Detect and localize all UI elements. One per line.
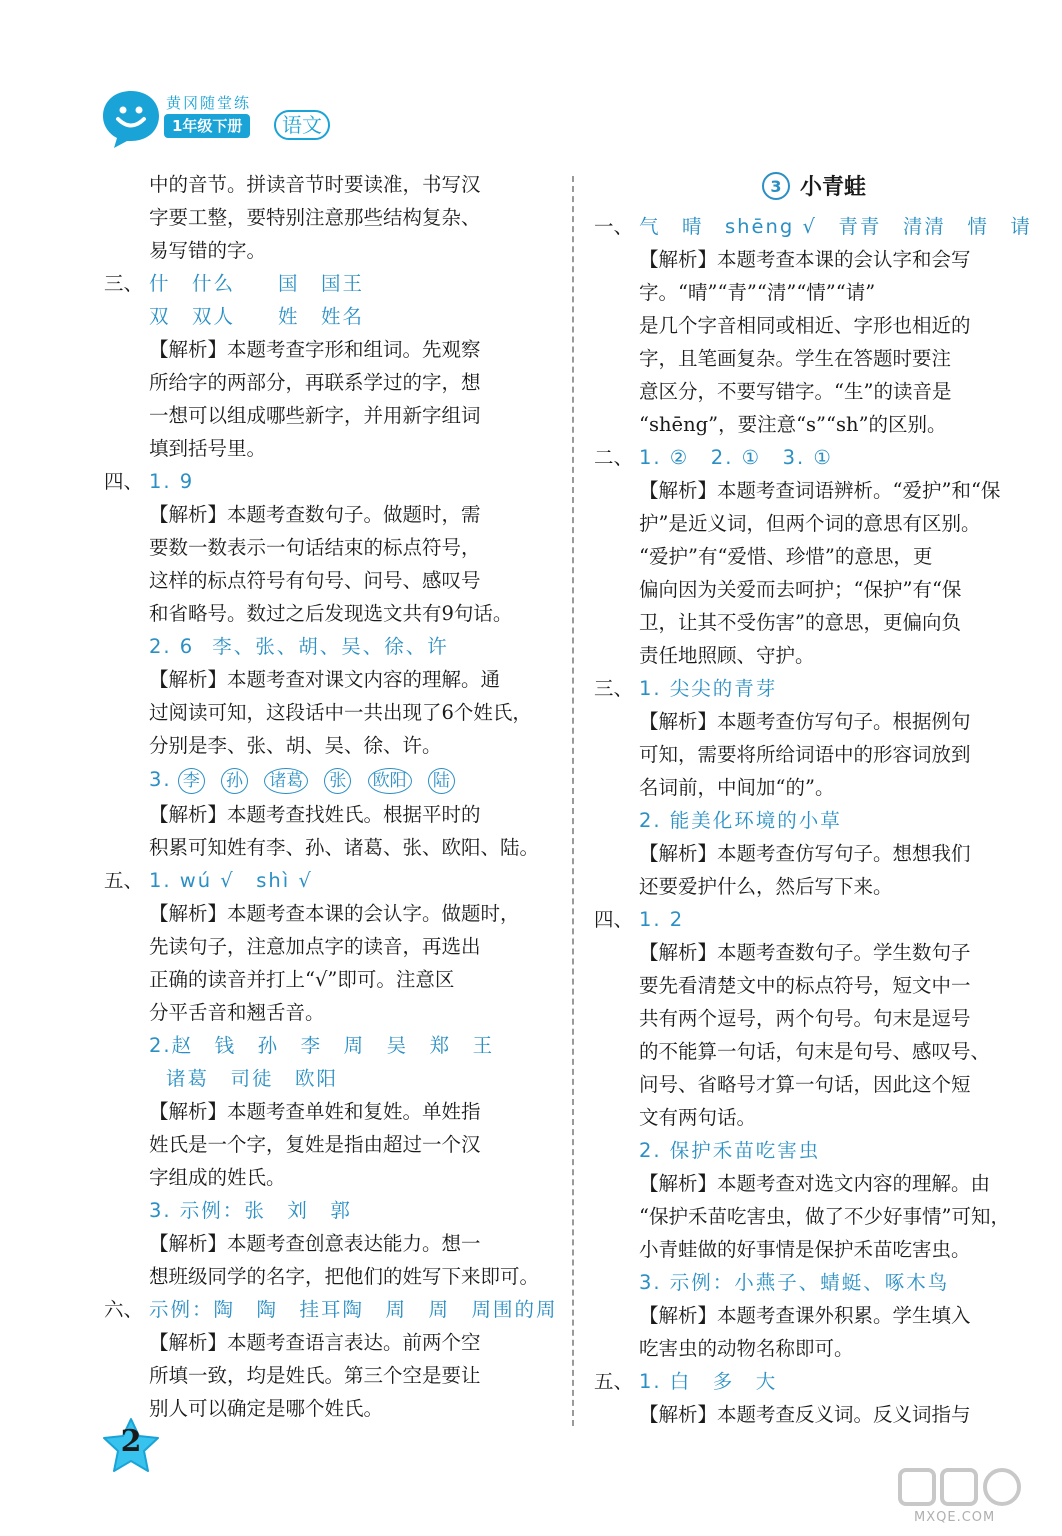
answer-line — [104, 864, 556, 897]
explanation: 先读句子，注意加点字的读音，再选出 — [149, 935, 481, 958]
answer-line — [594, 672, 1034, 705]
grade-label: 1年级下册 — [164, 114, 250, 138]
explanation: 是几个字音相同或相近、字形也相近的 — [639, 314, 971, 337]
watermark-text: MXQE.COM — [914, 1510, 996, 1525]
explanation: 【解析】本题考查课外积累。学生填入 — [639, 1304, 971, 1327]
answer-line — [104, 1062, 556, 1095]
explanation: 小青蛙做的好事情是保护禾苗吃害虫。 — [639, 1238, 971, 1261]
explanation: 想班级同学的名字，把他们的姓写下来即可。 — [149, 1265, 540, 1288]
answer-prefix: 2. 6 — [149, 635, 195, 658]
section-number: 五、 — [594, 1370, 634, 1393]
answer-text: 1. ② 2. ① 3. ① — [639, 446, 833, 469]
answer-line — [104, 1293, 556, 1326]
answer-text: 赵 钱 孙 李 周 吴 郑 王 — [171, 1034, 495, 1057]
explanation: 【解析】本题考查语言表达。前两个空 — [149, 1331, 481, 1354]
answer-text: 诸葛 司徒 欧阳 — [166, 1067, 339, 1090]
explanation: 的不能算一句话，句末是句号、感叹号、 — [639, 1040, 991, 1063]
section-number: 三、 — [104, 272, 144, 295]
answer-line — [594, 804, 1034, 837]
explanation: 【解析】本题考查词语辨析。“爱护”和“保 — [639, 479, 1001, 502]
right-column — [594, 168, 1034, 1431]
explanation: 吃害虫的动物名称即可。 — [639, 1337, 854, 1360]
section-number: 一、 — [594, 215, 634, 238]
explanation: 字。“晴”“青”“清”“情”“请” — [639, 281, 876, 304]
answer-line — [104, 465, 556, 498]
explanation: 责任地照顾、守护。 — [639, 644, 815, 667]
book-header — [100, 88, 360, 158]
explanation: 字，且笔画复杂。学生在答题时要注 — [639, 347, 952, 370]
section-number: 三、 — [594, 677, 634, 700]
explanation: “shēng”，要注意“s”“sh”的区别。 — [639, 413, 947, 436]
explanation: 积累可知姓有李、孙、诸葛、张、欧阳、陆。 — [149, 836, 540, 859]
explanation: 意区分，不要写错字。“生”的读音是 — [639, 380, 952, 403]
section-number: 五、 — [104, 869, 144, 892]
explanation: 【解析】本题考查数句子。做题时，需 — [149, 503, 481, 526]
answer-line — [104, 630, 556, 663]
circled-answer: 孙 — [221, 768, 248, 794]
explanation: 所填一致，均是姓氏。第三个空是要让 — [149, 1364, 481, 1387]
explanation: 正确的读音并打上“√”即可。注意区 — [149, 968, 455, 991]
circled-answer: 陆 — [428, 768, 455, 794]
answer-prefix: 3. 示例： — [149, 1199, 245, 1222]
page-number: 2 — [120, 1424, 142, 1459]
answer-line — [594, 1365, 1034, 1398]
explanation: 【解析】本题考查创意表达能力。想一 — [149, 1232, 481, 1255]
explanation: 共有两个逗号，两个句号。句末是逗号 — [639, 1007, 971, 1030]
explanation: 【解析】本题考查字形和组词。先观察 — [149, 338, 481, 361]
explanation: 要数一数表示一句话结束的标点符号， — [149, 536, 481, 559]
circled-answer: 诸葛 — [264, 768, 308, 794]
explanation: 和省略号。数过之后发现选文共有9句话。 — [149, 602, 513, 625]
left-column — [104, 168, 556, 1425]
answer-prefix: 3. — [149, 768, 172, 791]
explanation: 偏向因为关爱而去呵护；“保护”有“保 — [639, 578, 962, 601]
explanation: 字组成的姓氏。 — [149, 1166, 286, 1189]
answer-line — [104, 762, 556, 798]
answer-text: 陶 陶 挂耳陶 周 周 周围的周 — [213, 1298, 558, 1321]
answer-line — [594, 441, 1034, 474]
explanation: 【解析】本题考查本课的会认字。做题时， — [149, 902, 520, 925]
explanation: 【解析】本题考查仿写句子。根据例句 — [639, 710, 971, 733]
answer-text: 1. 2 — [639, 908, 685, 931]
explanation: 可知，需要将所给词语中的形容词放到 — [639, 743, 971, 766]
answer-text: 1. 9 — [149, 470, 195, 493]
answer-text: 3. 示例：小燕子、蜻蜓、啄木鸟 — [639, 1271, 950, 1294]
section-number: 四、 — [594, 908, 634, 931]
answer-line — [104, 1194, 556, 1227]
explanation: 【解析】本题考查单姓和复姓。单姓指 — [149, 1100, 481, 1123]
answer-text: 李、张、胡、吴、徐、许 — [212, 635, 449, 658]
subject-label: 语文 — [274, 110, 330, 140]
section-number: 四、 — [104, 470, 144, 493]
circled-answer: 欧阳 — [368, 768, 412, 794]
answer-text: 2. 能美化环境的小草 — [639, 809, 842, 832]
lesson-number: 3 — [762, 172, 790, 200]
explanation: “爱护”有“爱惜、珍惜”的意思，更 — [639, 545, 933, 568]
explanation: “保护禾苗吃害虫，做了不少好事情”可知， — [639, 1205, 1010, 1228]
explanation: 要先看清楚文中的标点符号，短文中一 — [639, 974, 971, 997]
explanation: 姓氏是一个字，复姓是指由超过一个汉 — [149, 1133, 481, 1156]
explanation: 还要爱护什么，然后写下来。 — [639, 875, 893, 898]
explanation: 问号、省略号才算一句话，因此这个短 — [639, 1073, 971, 1096]
answer-text: 1. 尖尖的青芽 — [639, 677, 778, 700]
explanation: 【解析】本题考查反义词。反义词指与 — [639, 1403, 971, 1426]
answer-text: 双 双人 姓 姓名 — [149, 305, 365, 328]
explanation: 【解析】本题考查找姓氏。根据平时的 — [149, 803, 481, 826]
answer-text: 张 刘 郭 — [244, 1199, 352, 1222]
section-number: 六、 — [104, 1298, 144, 1321]
explanation: 一想可以组成哪些新字，并用新字组词 — [149, 404, 481, 427]
explanation: 分别是李、张、胡、吴、徐、许。 — [149, 734, 442, 757]
explanation: 分平舌音和翘舌音。 — [149, 1001, 325, 1024]
explanation: 过阅读可知，这段话中一共出现了6个姓氏， — [149, 701, 532, 724]
answer-line — [104, 267, 556, 300]
answer-text: 气 晴 shēng √ 青青 清清 情 请 — [639, 215, 1032, 238]
answer-line — [594, 210, 1034, 243]
paragraph: 字要工整，要特别注意那些结构复杂、 — [149, 206, 481, 229]
explanation: 【解析】本题考查仿写句子。想想我们 — [639, 842, 971, 865]
answer-prefix: 2. — [149, 1034, 172, 1057]
answer-line — [594, 1134, 1034, 1167]
circled-answer: 李 — [178, 768, 205, 794]
circled-answer: 张 — [324, 768, 351, 794]
column-divider — [572, 176, 574, 1426]
answer-text: 1. wú √ shì √ — [149, 869, 313, 892]
answer-text: 什 什么 国 国王 — [149, 272, 365, 295]
explanation: 【解析】本题考查本课的会认字和会写 — [639, 248, 971, 271]
lesson-heading — [594, 168, 1034, 208]
brand-name: 黄冈随堂练 — [166, 94, 252, 112]
explanation: 文有两句话。 — [639, 1106, 757, 1129]
answer-line — [104, 300, 556, 333]
explanation: 填到括号里。 — [149, 437, 267, 460]
answer-line — [104, 1029, 556, 1062]
answer-line — [594, 1266, 1034, 1299]
paragraph: 易写错的字。 — [149, 239, 267, 262]
answer-prefix: 示例： — [149, 1298, 214, 1321]
section-number: 二、 — [594, 446, 634, 469]
explanation: 所给字的两部分，再联系学过的字，想 — [149, 371, 481, 394]
answer-text: 1. 白 多 大 — [639, 1370, 778, 1393]
lesson-title: 小青蛙 — [799, 175, 866, 200]
explanation: 【解析】本题考查对课文内容的理解。通 — [149, 668, 501, 691]
explanation: 这样的标点符号有句号、问号、感叹号 — [149, 569, 481, 592]
answer-line — [594, 903, 1034, 936]
explanation: 卫，让其不受伤害”的意思，更偏向负 — [639, 611, 961, 634]
explanation: 名词前，中间加“的”。 — [639, 776, 835, 799]
explanation: 别人可以确定是哪个姓氏。 — [149, 1397, 384, 1420]
explanation: 护”是近义词，但两个词的意思有区别。 — [639, 512, 981, 535]
explanation: 【解析】本题考查数句子。学生数句子 — [639, 941, 971, 964]
smiley-bubble-icon — [100, 88, 162, 150]
answer-text: 2. 保护禾苗吃害虫 — [639, 1139, 821, 1162]
explanation: 【解析】本题考查对选文内容的理解。由 — [639, 1172, 991, 1195]
paragraph: 中的音节。拼读音节时要读准，书写汉 — [149, 173, 481, 196]
